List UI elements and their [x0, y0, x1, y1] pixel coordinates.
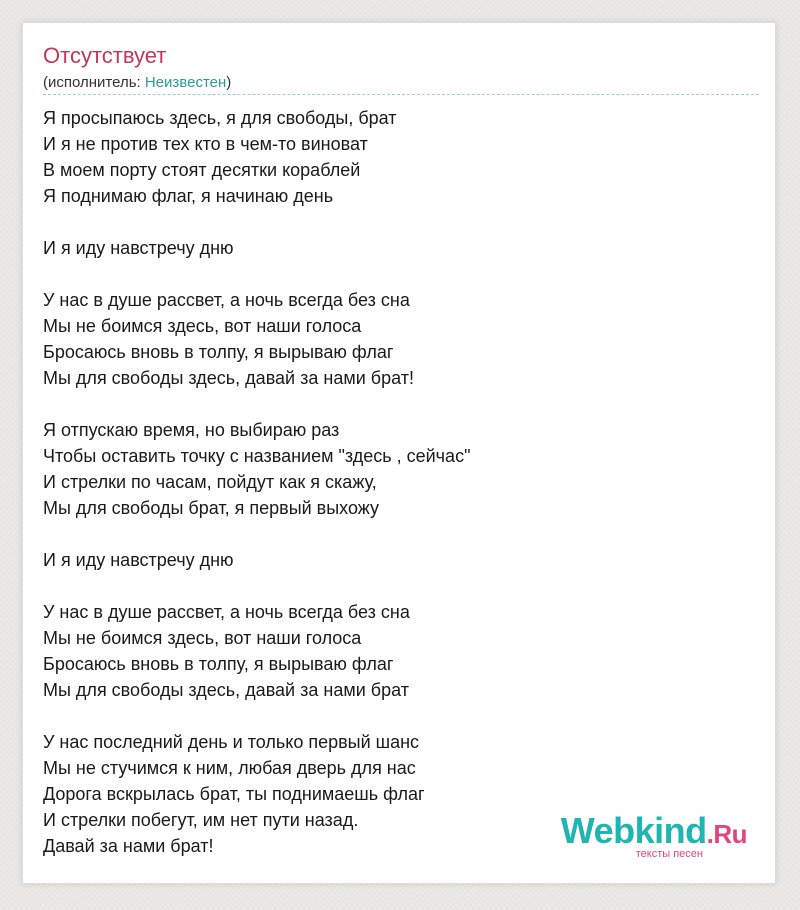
lyric-line [43, 703, 743, 729]
lyric-line: Я поднимаю флаг, я начинаю день [43, 186, 334, 206]
lyric-line: И я иду навстречу дню [43, 238, 234, 258]
lyric-line [43, 521, 743, 547]
lyric-line: У нас в душе рассвет, а ночь всегда без сна [43, 602, 410, 622]
lyric-line: Я просыпаюсь здесь, я для свободы, брат [43, 108, 397, 128]
logo-tld: .Ru [706, 819, 747, 849]
artist-suffix: ) [226, 74, 232, 91]
lyric-line: И стрелки побегут, им нет пути назад. [43, 810, 359, 830]
lyric-line: Мы для свободы брат, я первый выхожу [43, 498, 380, 518]
lyric-line: Мы не боимся здесь, вот наши голоса [43, 316, 362, 336]
song-title: Отсутствует [43, 43, 167, 68]
webkind-logo[interactable] [547, 811, 747, 861]
artist-prefix: (исполнитель: [43, 74, 145, 91]
lyric-line: Мы не стучимся к ним, любая дверь для нас [43, 758, 416, 778]
lyrics-body [43, 105, 743, 859]
artist-line [43, 73, 231, 93]
lyric-line: Чтобы оставить точку с названием "здесь , сейчас" [43, 446, 471, 466]
lyric-line [43, 209, 743, 235]
lyric-line [43, 261, 743, 287]
lyric-line: У нас последний день и только первый шанс [43, 732, 420, 752]
lyric-line: Мы для свободы здесь, давай за нами брат! [43, 368, 414, 388]
lyric-line: У нас в душе рассвет, а ночь всегда без сна [43, 290, 410, 310]
lyric-line [43, 391, 743, 417]
lyric-line: Я отпускаю время, но выбираю раз [43, 420, 340, 440]
lyric-line: Мы для свободы здесь, давай за нами брат [43, 680, 409, 700]
lyric-line: Мы не боимся здесь, вот наши голоса [43, 628, 362, 648]
lyric-line: Давай за нами брат! [43, 836, 214, 856]
artist-link[interactable]: Неизвестен [144, 74, 227, 91]
logo-word: Webkind [560, 810, 707, 851]
lyric-line: И стрелки по часам, пойдут как я скажу, [43, 472, 377, 492]
dashed-divider [43, 94, 759, 95]
lyrics-card [22, 22, 776, 884]
lyric-line: Дорога вскрылась брат, ты поднимаешь флаг [43, 784, 425, 804]
lyric-line [43, 573, 743, 599]
logo-tagline: тексты песен [635, 848, 703, 860]
lyric-line: В моем порту стоят десятки кораблей [43, 160, 361, 180]
lyric-line: И я не против тех кто в чем-то виноват [43, 134, 368, 154]
lyric-line: Бросаюсь вновь в толпу, я вырываю флаг [43, 342, 394, 362]
lyric-line: Бросаюсь вновь в толпу, я вырываю флаг [43, 654, 394, 674]
lyric-line: И я иду навстречу дню [43, 550, 234, 570]
